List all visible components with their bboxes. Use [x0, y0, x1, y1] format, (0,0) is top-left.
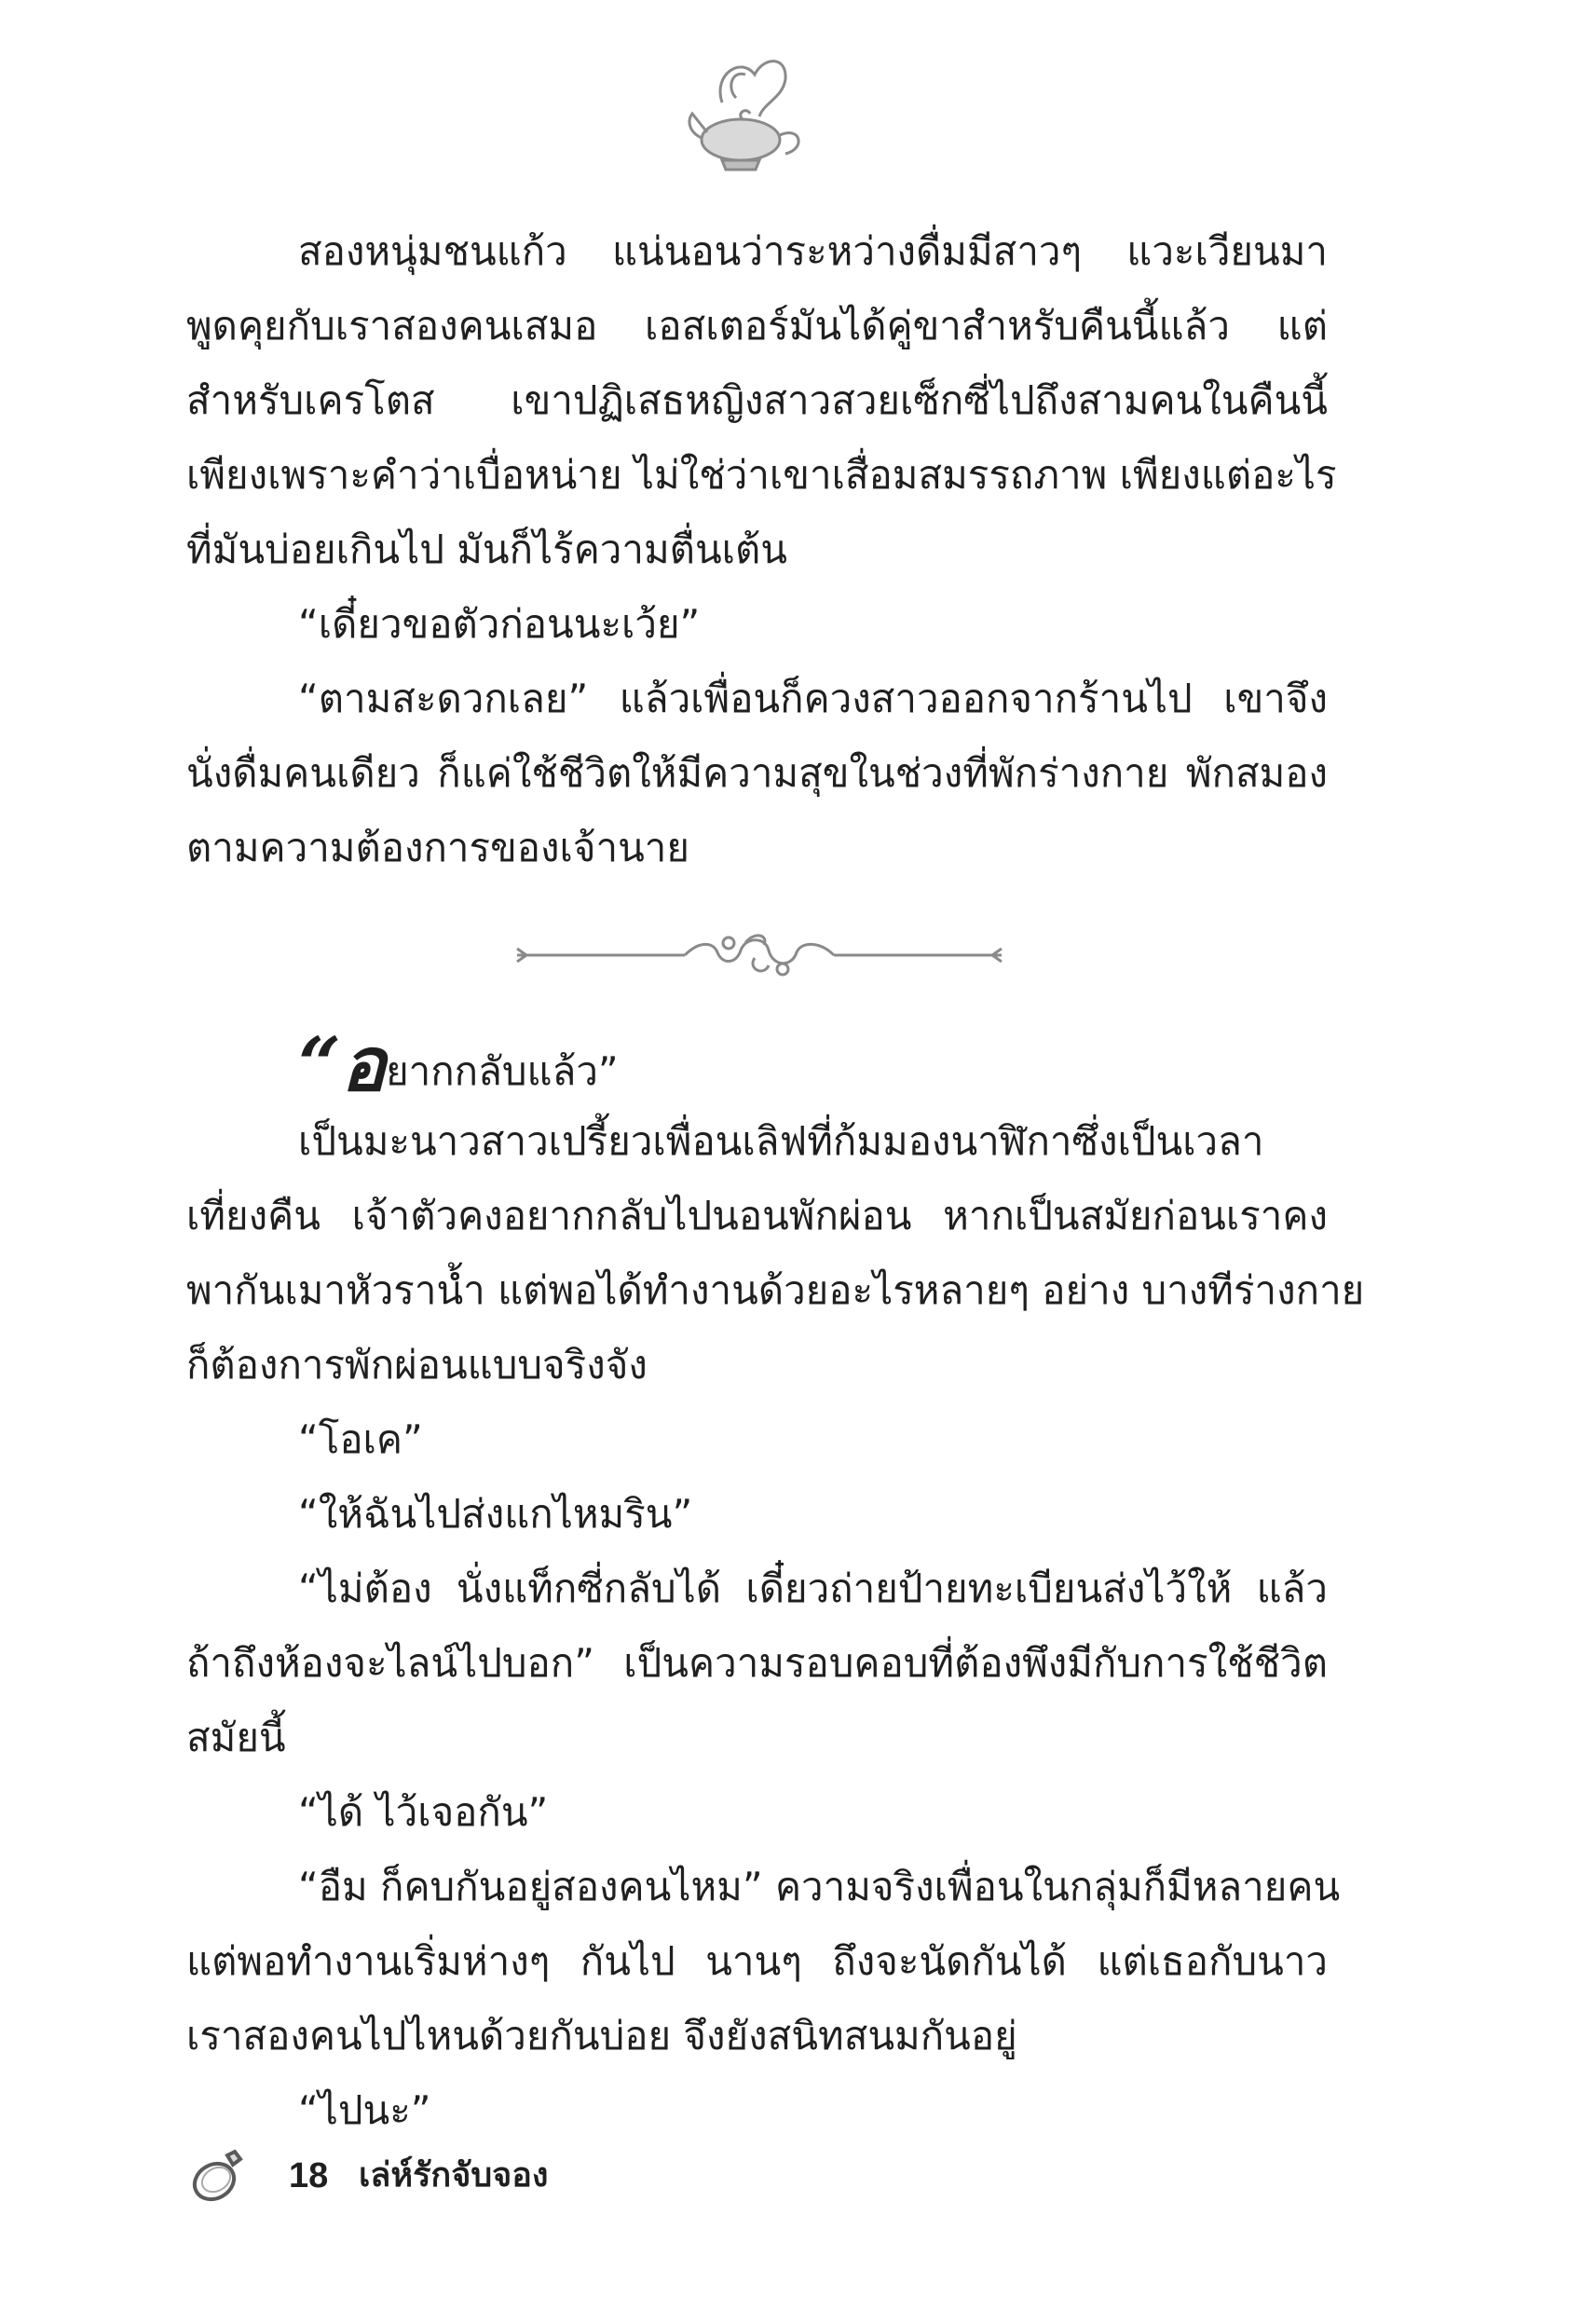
paragraph-line: สมัยนี้ — [186, 1715, 286, 1760]
paragraph-line: สำหรับเครโตส เขาปฏิเสธหญิงสาวสวยเซ็กซี่ไปถึงสามคนในคืนนี้ — [186, 377, 1328, 423]
dialogue-line: “ไม่ต้อง นั่งแท็กซี่กลับได้ เดี๋ยวถ่ายป้ายทะเบียนส่งไว้ให้ แล้ว — [298, 1566, 1328, 1611]
diamond-ring-icon — [186, 2148, 252, 2204]
paragraph-line: แต่พอทำงานเริ่มห่างๆ กันไป นานๆ ถึงจะนัดกันได้ แต่เธอกับนาว — [186, 1938, 1328, 1984]
drop-cap: “อ — [298, 1020, 387, 1108]
book-title: เล่ห์รักจับจอง — [359, 2156, 549, 2195]
scroll-flourish-divider-icon — [512, 923, 1006, 988]
paragraph-line: พากันเมาหัวราน้ำ แต่พอได้ทำงานด้วยอะไรหลายๆ อย่าง บางทีร่างกาย — [186, 1267, 1365, 1313]
paragraph-line: “ตามสะดวกเลย” แล้วเพื่อนก็ควงสาวออกจากร้านไป เขาจึง — [298, 676, 1328, 721]
paragraph-line: ตามความต้องการของเจ้านาย — [186, 825, 689, 870]
paragraph-line: ก็ต้องการพักผ่อนแบบจริงจัง — [186, 1342, 648, 1388]
dialogue-line: “ไปนะ” — [298, 2087, 431, 2133]
dialogue-line: “ให้ฉันไปส่งแกไหมริน” — [298, 1491, 693, 1537]
opening-dialogue: ยากกลับแล้ว” — [386, 1048, 619, 1094]
paragraph-line: สองหนุ่มชนแก้ว แน่นอนว่าระหว่างดื่มมีสาวๆ แวะเวียนมา — [298, 228, 1328, 274]
genie-lamp-icon — [685, 47, 815, 186]
dialogue-line: “อืม ก็คบกันอยู่สองคนไหม” ความจริงเพื่อนในกลุ่มก็มีหลายคน — [298, 1864, 1341, 1909]
paragraph-line: เที่ยงคืน เจ้าตัวคงอยากกลับไปนอนพักผ่อน หากเป็นสมัยก่อนเราคง — [186, 1193, 1328, 1238]
paragraph-line: ถ้าถึงห้องจะไลน์ไปบอก” เป็นความรอบคอบที่ต้องพึงมีกับการใช้ชีวิต — [186, 1640, 1328, 1686]
paragraph-line: ที่มันบ่อยเกินไป มันก็ไร้ความตื่นเต้น — [186, 526, 787, 572]
paragraph-line: พูดคุยกับเราสองคนเสมอ เอสเตอร์มันได้คู่ขาสำหรับคืนนี้แล้ว แต่ — [186, 303, 1328, 349]
dialogue-line: “เดี๋ยวขอตัวก่อนนะเว้ย” — [298, 601, 701, 647]
paragraph-line: นั่งดื่มคนเดียว ก็แค่ใช้ชีวิตให้มีความสุขในช่วงที่พักร่างกาย พักสมอง — [186, 750, 1328, 796]
page-number: 18 — [289, 2156, 329, 2195]
section-opening-line — [298, 1020, 1328, 1109]
dialogue-line: “โอเค” — [298, 1416, 423, 1462]
paragraph-line: เราสองคนไปไหนด้วยกันบ่อย จึงยังสนิทสนมกันอยู่ — [186, 2013, 1017, 2058]
page-footer — [186, 2148, 839, 2204]
paragraph-line: เพียงเพราะคำว่าเบื่อหน่าย ไม่ใช่ว่าเขาเสื่อมสมรรถภาพ เพียงแต่อะไร — [186, 452, 1337, 498]
dialogue-line: “ได้ ไว้เจอกัน” — [298, 1789, 549, 1835]
paragraph-line: เป็นมะนาวสาวเปรี้ยวเพื่อนเลิฟที่ก้มมองนาฬิกาซึ่งเป็นเวลา — [298, 1118, 1264, 1164]
